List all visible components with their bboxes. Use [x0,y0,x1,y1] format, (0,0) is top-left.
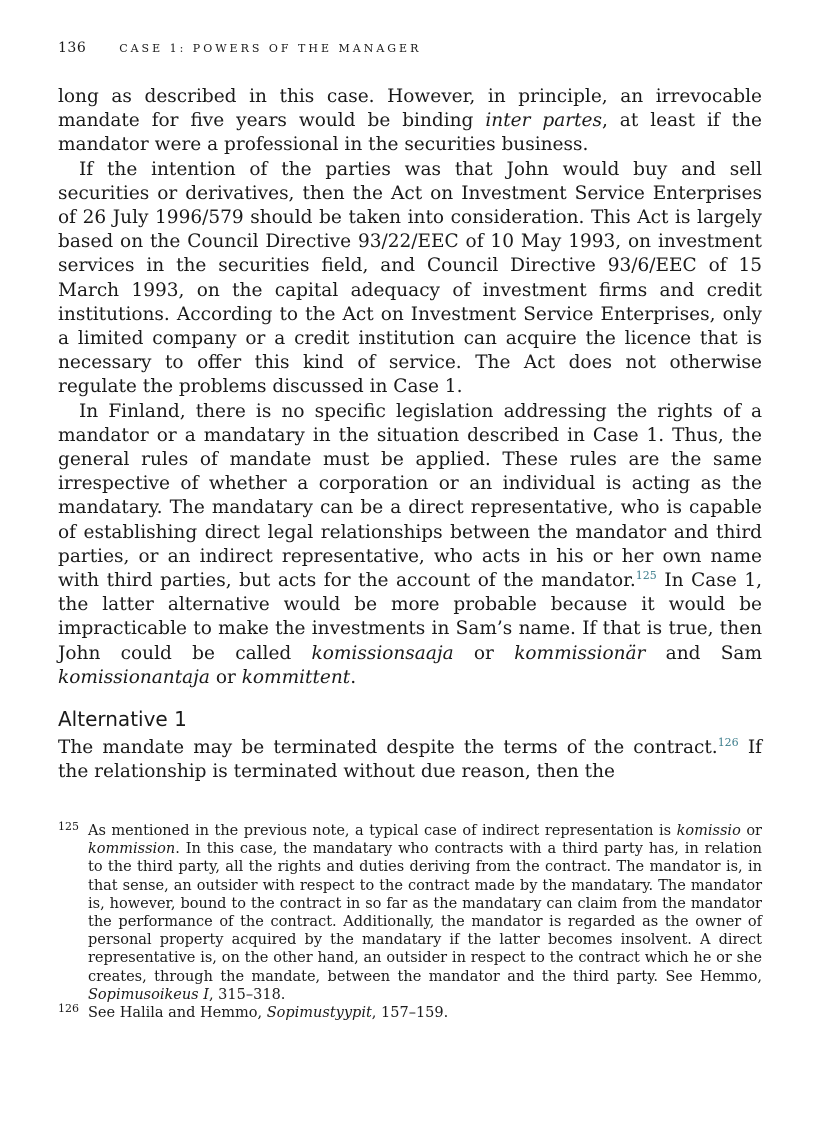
paragraph-2: If the intention of the parties was that John would buy and sell securities or derivatives, then the Act on Investment Service Enterprises of 26 July 1996/579 should be taken into consideration. This Act is largely based on the Council Directive 93/22/EEC of 10 May 1993, on investment services in the securities field, and Council Directive 93/6/EEC of 15 March 1993, on the capital adequacy of investment firms and credit institutions. According to the Act on Investment Service Enterprises, only a limited company or a credit institution can acquire the licence that is necessary to offer this kind of service. The Act does not otherwise regulate the problems discussed in Case 1. [58,158,762,398]
footnote-ref-125[interactable]: 125 [635,568,657,582]
running-head [58,40,421,56]
footnote-number: 126 [58,1002,79,1016]
page-number: 136 [58,40,87,56]
footnote-126: 126 See Halila and Hemmo, Sopimustyypit, 157–159. [58,1002,449,1022]
footnotes [58,822,762,1022]
body-text [58,85,762,785]
paragraph-3: In Finland, there is no specific legislation addressing the rights of a mandator or a mandatary in the situation described in Case 1. Thus, the general rules of mandate must be applied. These rules are the same irrespective of whether a corporation or an individual is acting as the mandatary. The mandatary can be a direct representative, who is capable of establishing direct legal relationships between the mandator and third parties, or an indirect representative, who acts in his or her own name with third parties, but acts for the account of the mandator.$^{125}$ In Case 1, the latter alternative would be more probable because it would be impracticable to make the investments in Sam’s name. If that is true, then John could be called komissionsaaja or kommissionär and Sam komissionantaja or kommittent. [58,400,763,688]
footnote-ref-126[interactable]: 126 [717,736,739,750]
paragraph-4: The mandate may be terminated despite the terms of the contract.$^{126}$ If the relationship is terminated without due reason, then the [58,736,762,783]
footnote-number: 125 [58,820,79,833]
section-heading: Alternative 1 [58,707,187,732]
footnote-125: 125 As mentioned in the previous note, a typical case of indirect representation is komissio or kommission. In this case, the mandatary who contracts with a third party has, in relation to the third party, all the rights and duties deriving from the contract. The mandator is, in that sense, an outsider with respect to the contract made by the mandatary. The mandator is, however, bound to the contract in so far as the mandatary can claim from the mandator the performance of the contract. Additionally, the mandator is regarded as the owner of personal property acquired by the mandatary if the latter becomes insolvent. A direct representative is, on the other hand, an outsider in respect to the contract which he or she creates, through the mandate, between the mandator and the third party. See Hemmo, Sopimusoikeus I, 315–318. [58,820,762,1003]
running-title: CASE 1: POWERS OF THE MANAGER [119,42,422,55]
paragraph-1: long as described in this case. However, in principle, an irrevocable mandate for five years would be binding inter partes, at least if the mandator were a professional in the securities business. [58,86,762,156]
